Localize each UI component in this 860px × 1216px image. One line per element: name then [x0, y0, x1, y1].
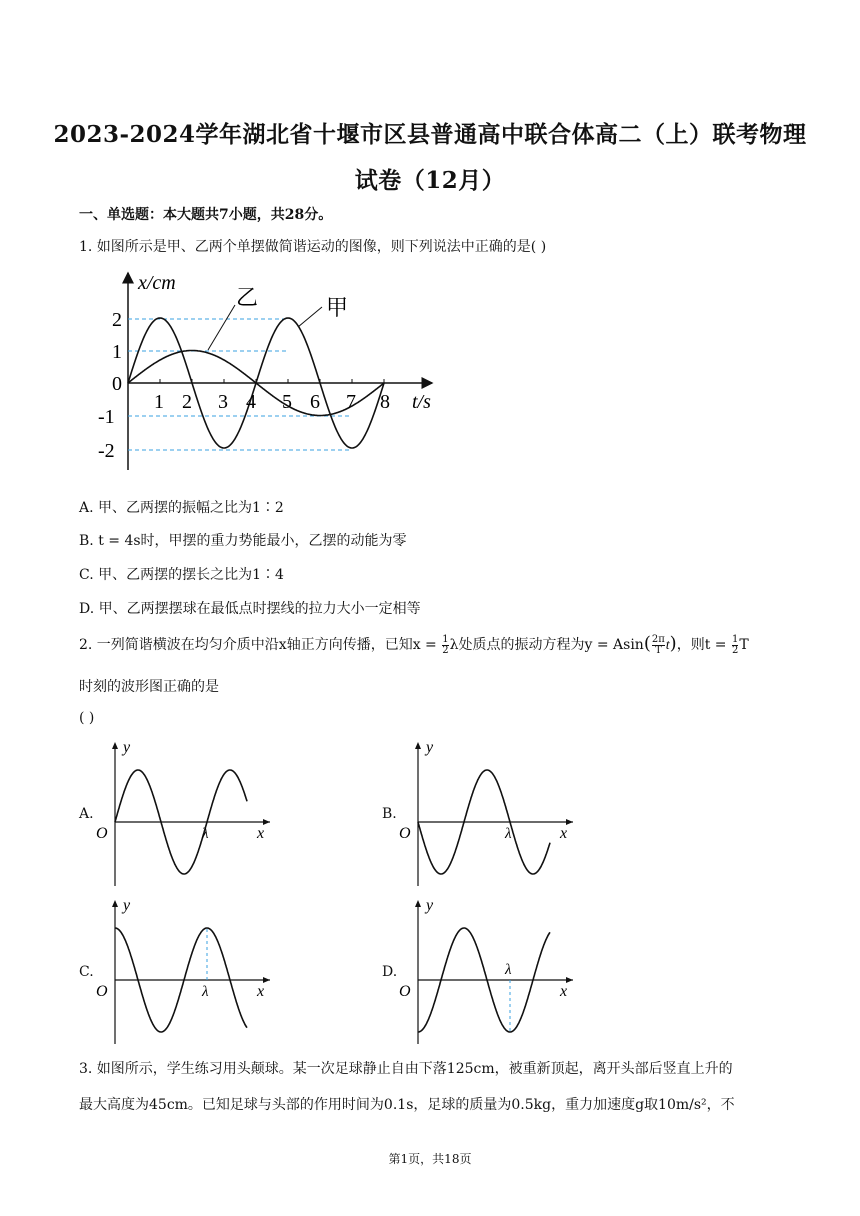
q2-graph-b: [398, 738, 583, 888]
lambda-label: λ: [505, 962, 512, 978]
q2-graph-c: [95, 896, 280, 1046]
origin-label: O: [96, 983, 108, 1000]
frac-two-pi-over-t: $\frac{2\pi}{T}$: [651, 633, 665, 656]
section-heading: 一、单选题：本大题共7小题，共28分。: [79, 207, 333, 223]
x-axis-label: x: [560, 825, 568, 842]
q2-option-a-label: A.: [79, 806, 94, 822]
origin-label: O: [399, 825, 411, 842]
q2-option-d-label: D.: [382, 964, 398, 980]
q1-ytick-1: 1: [112, 341, 122, 363]
origin-label: O: [96, 825, 108, 842]
y-axis-label: y: [123, 897, 131, 914]
x-axis-label: x: [257, 825, 265, 842]
q1-xtick-4: 4: [246, 391, 256, 413]
q1-option-d: D. 甲、乙两摆摆球在最低点时摆线的拉力大小一定相等: [79, 601, 421, 617]
question-2-paren: ( ): [79, 710, 95, 726]
q1-label-jia: 甲: [326, 295, 349, 320]
q1-xtick-6: 6: [310, 391, 320, 413]
q1-label-yi: 乙: [236, 285, 259, 310]
q1-xtick-1: 1: [154, 391, 164, 413]
frac-one-half: $\frac{1}{2}$: [442, 633, 449, 656]
y-axis-arrow: [415, 900, 421, 907]
x-axis-label: x: [257, 983, 265, 1000]
y-axis-label: y: [123, 739, 131, 756]
q1-ytick-neg2: -2: [98, 440, 115, 462]
y-axis-label: y: [426, 897, 434, 914]
exam-title-line1: 2023-2024学年湖北省十堰市区县普通高中联合体高二（上）联考物理: [53, 121, 807, 148]
q1-y-label: x/cm: [138, 272, 176, 294]
q2-option-c-label: C.: [79, 964, 94, 980]
q1-oscillation-graph: [90, 265, 450, 480]
q1-xtick-2: 2: [182, 391, 192, 413]
x-axis-label: x: [560, 983, 568, 1000]
y-axis-label: y: [426, 739, 434, 756]
q1-x-label: t/s: [412, 391, 431, 413]
q2-graph-a: [95, 738, 280, 888]
frac-one-half-t: $\frac{1}{2}$: [731, 633, 739, 656]
q1-xtick-3: 3: [218, 391, 228, 413]
y-axis-arrow: [112, 742, 118, 749]
y-axis-arrow: [112, 900, 118, 907]
q1-xtick-8: 8: [380, 391, 390, 413]
q1-option-a: A. 甲、乙两摆的振幅之比为1∶2: [79, 500, 284, 516]
origin-label: O: [399, 983, 411, 1000]
lambda-label: λ: [202, 826, 209, 842]
question-3-line2: 最大高度为45cm。已知足球与头部的作用时间为0.1s，足球的质量为0.5kg，重力加速度g取10m/s²，不: [79, 1097, 735, 1113]
question-2-stem-line2: 时刻的波形图正确的是: [79, 679, 219, 695]
q1-ytick-2: 2: [112, 309, 122, 331]
q1-xtick-7: 7: [346, 391, 356, 413]
question-2-stem: 2. 一列简谐横波在均匀介质中沿x轴正方向传播，已知x = $\frac{1}{2}$ λ处质点的振动方程为y = Asin( $\frac{2\pi}{T}$ t)，则t = $\frac{1}{2}$ T: [79, 633, 749, 656]
page-footer: 第1页，共18页: [388, 1152, 472, 1166]
y-axis-arrow: [415, 742, 421, 749]
q1-xtick-5: 5: [282, 391, 292, 413]
question-3-line1: 3. 如图所示，学生练习用头颠球。某一次足球静止自由下落125cm，被重新顶起，离开头部后竖直上升的: [79, 1061, 733, 1077]
q1-ytick-neg1: -1: [98, 406, 115, 428]
q2-option-b-label: B.: [382, 806, 397, 822]
q1-option-c: C. 甲、乙两摆的摆长之比为1∶4: [79, 567, 284, 583]
q1-option-b: B. t = 4s时，甲摆的重力势能最小，乙摆的动能为零: [79, 533, 407, 549]
lambda-label: λ: [505, 826, 512, 842]
q2-graph-d: [398, 896, 583, 1046]
lambda-label: λ: [202, 984, 209, 1000]
q1-ytick-0: 0: [112, 373, 122, 395]
question-1-stem: 1. 如图所示是甲、乙两个单摆做简谐运动的图像，则下列说法中正确的是( ): [79, 239, 547, 255]
exam-title-line2: 试卷（12月）: [354, 167, 506, 194]
